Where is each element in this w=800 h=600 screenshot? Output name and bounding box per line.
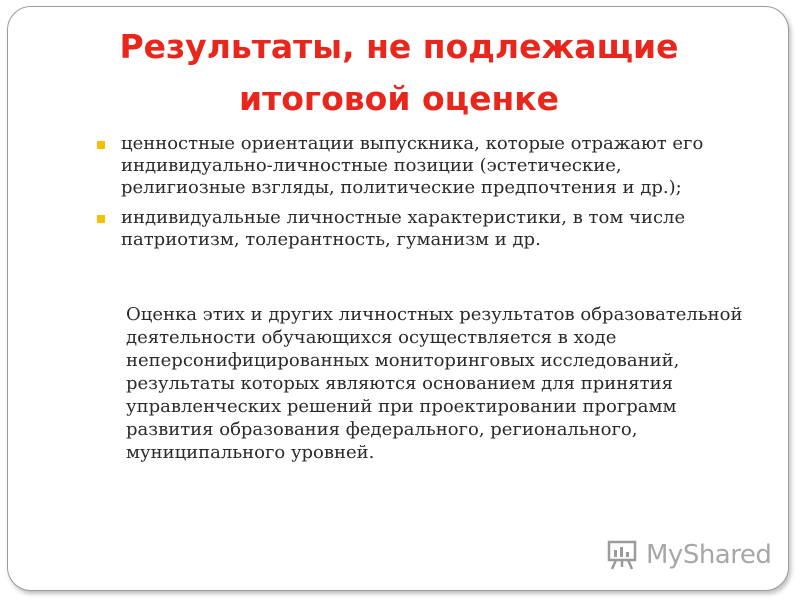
watermark-text: MyShared — [646, 540, 772, 570]
square-bullet-icon — [97, 215, 105, 223]
slide-title-line-1: Результаты, не подлежащие — [119, 27, 679, 66]
bullet-text: ценностные ориентации выпускника, которые отражают его индивидуально-личностные позиции (эстетические, религиозные взгляды, политические предпочтения и др.); — [121, 133, 704, 198]
bullet-text: индивидуальные личностные характеристики, в том числе патриотизм, толерантность, гуманизм и др. — [121, 207, 686, 250]
watermark-logo — [606, 538, 771, 572]
square-bullet-icon — [97, 141, 105, 149]
bullet-item — [90, 207, 750, 251]
bullet-list — [90, 133, 750, 259]
slide-title-line-2: итоговой оценке — [238, 79, 560, 118]
presentation-board-icon — [606, 539, 638, 571]
body-paragraph: Оценка этих и других личностных результатов образовательной деятельности обучающихся осуществляется в ходе неперсонифицированных мониторинговых исследований, результаты которых являются основанием для принятия управленческих решений при проектировании программ развития образования федерального, регионального, муниципального уровней. — [126, 304, 743, 463]
slide — [7, 6, 789, 591]
slide-title — [8, 21, 790, 125]
bullet-item — [90, 133, 750, 199]
